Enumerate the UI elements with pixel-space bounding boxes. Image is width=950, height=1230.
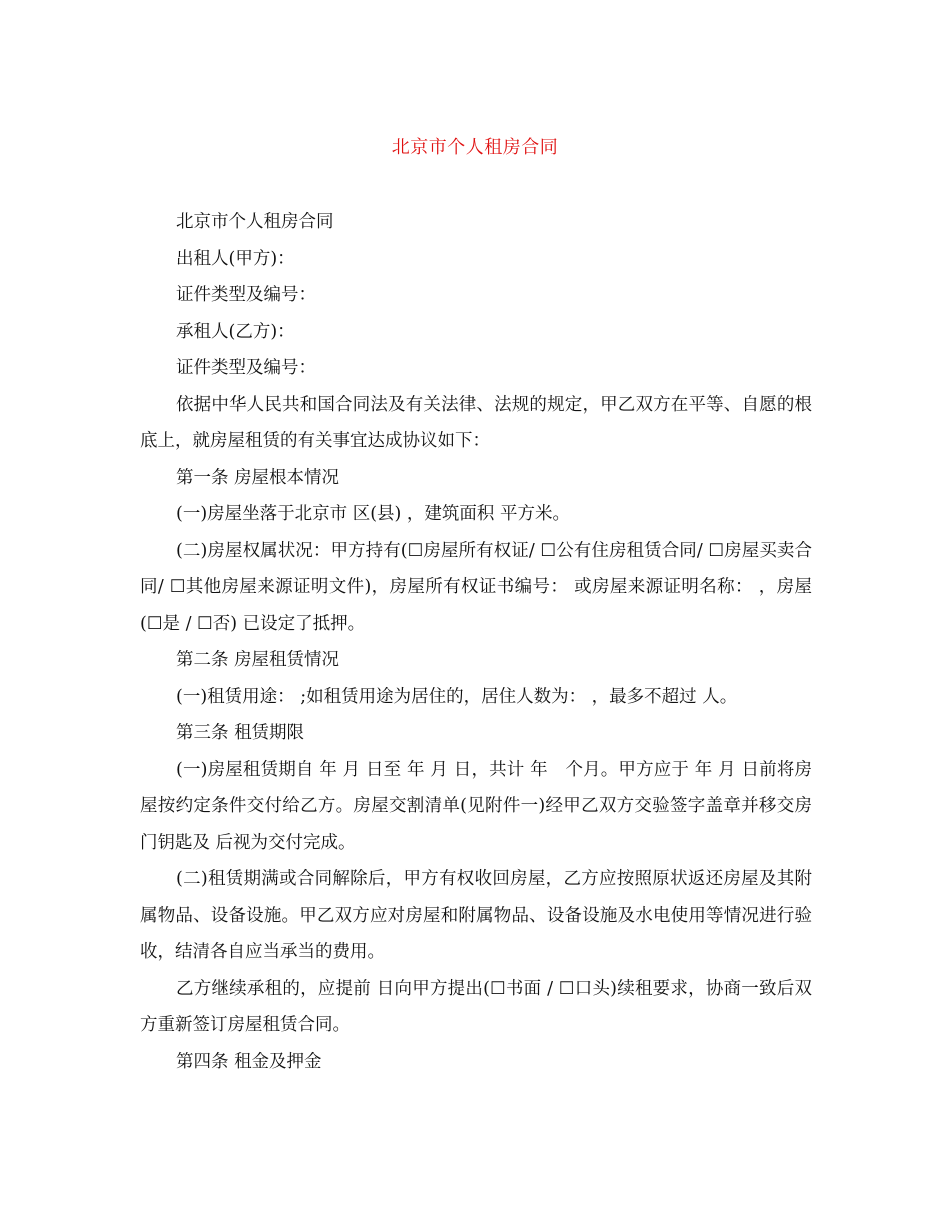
document-title: 北京市个人租房合同 — [391, 137, 559, 158]
preamble-paragraph: 依据中华人民共和国合同法及有关法律、法规的规定，甲乙双方在平等、自愿的根底上，就房屋租赁的有关事宜达成协议如下： — [140, 394, 812, 451]
article-1-clause-2: (二)房屋权属状况：甲方持有(☐房屋所有权证/ ☐公有住房租赁合同/ ☐房屋买卖合同/ ☐其他房屋来源证明文件)，房屋所有权证书编号： 或房屋来源证明名称： ，房屋(☐是 / ☐否) 已设定了抵押。 — [140, 540, 812, 634]
contract-heading: 北京市个人租房合同 — [176, 212, 334, 232]
lessee-line: 承租人(乙方)： — [176, 321, 295, 342]
lessor-line: 出租人(甲方)： — [176, 248, 295, 269]
article-1-heading: 第一条 房屋根本情况 — [176, 467, 340, 488]
lessor-id-line: 证件类型及编号： — [176, 285, 316, 305]
renewal-paragraph: 乙方继续承租的，应提前 日向甲方提出(☐书面 / ☐口头)续租要求，协商一致后双方重新签订房屋租赁合同。 — [140, 978, 812, 1035]
article-3-heading: 第三条 租赁期限 — [176, 723, 305, 743]
article-2-heading: 第二条 房屋租赁情况 — [176, 650, 340, 670]
article-3-clause-1: (一)房屋租赁期自 年 月 日至 年 月 日，共计 年 个月。甲方应于 年 月 日前将房屋按约定条件交付给乙方。房屋交割清单(见附件一)经甲乙双方交验签字盖章并移交房门钥匙及 后视为交付完成。 — [140, 759, 812, 853]
document-body — [140, 204, 812, 1080]
article-2-clause-1: (一)租赁用途： ;如租赁用途为居住的，居住人数为： ，最多不超过 人。 — [176, 686, 738, 707]
article-4-heading: 第四条 租金及押金 — [176, 1051, 322, 1072]
article-1-clause-1: (一)房屋坐落于北京市 区(县) ，建筑面积 平方米。 — [176, 504, 570, 524]
lessee-id-line: 证件类型及编号： — [176, 358, 316, 378]
article-3-clause-2: (二)租赁期满或合同解除后，甲方有权收回房屋，乙方应按照原状返还房屋及其附属物品、设备设施。甲乙双方应对房屋和附属物品、设备设施及水电使用等情况进行验收，结清各自应当承当的费用。 — [140, 869, 812, 962]
